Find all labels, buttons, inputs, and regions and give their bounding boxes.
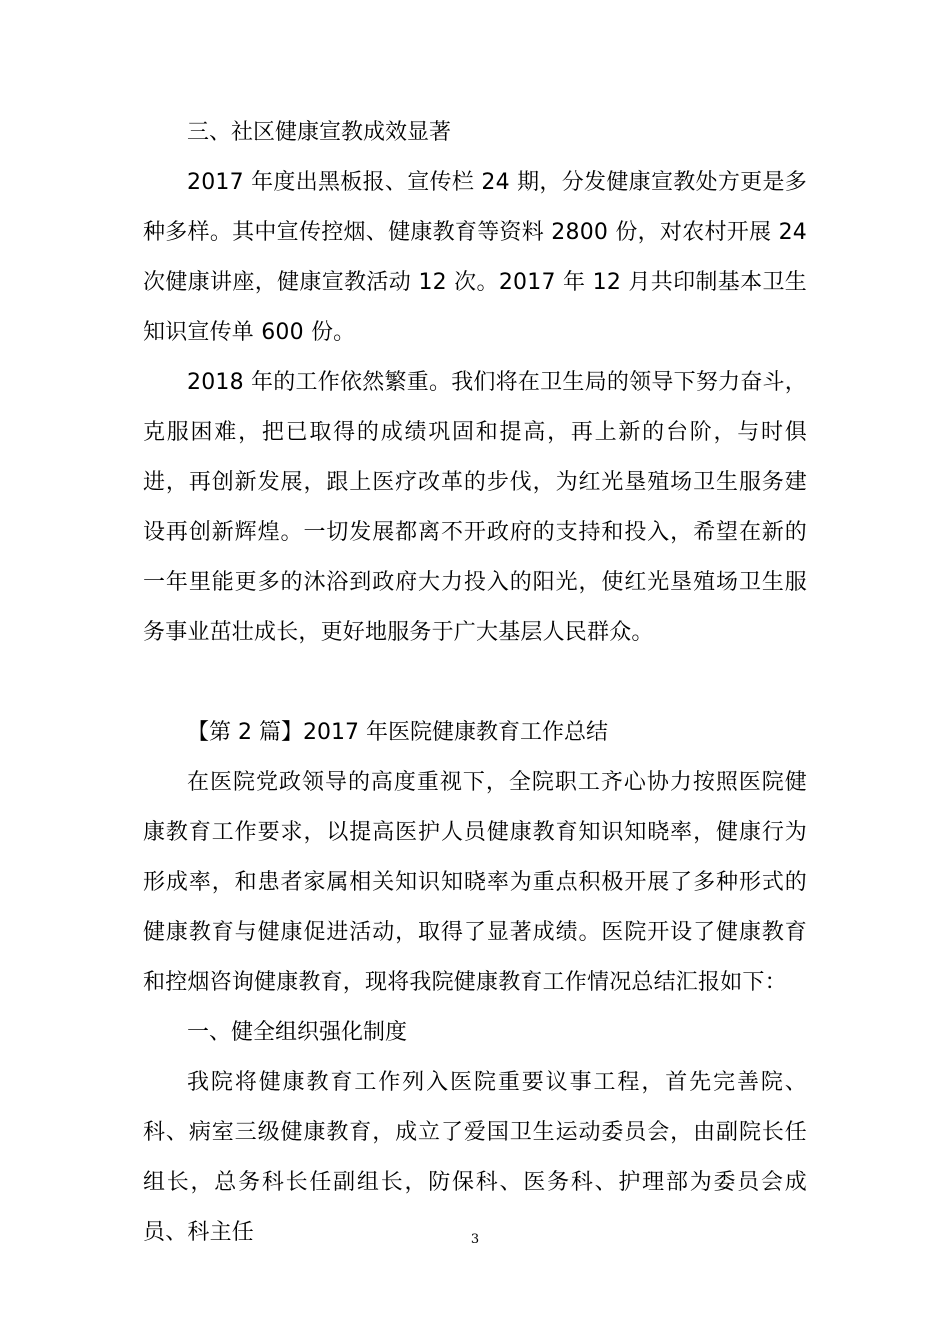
blank-line xyxy=(143,658,807,708)
page-number: 3 xyxy=(470,1232,480,1247)
section-heading: 一、健全组织强化制度 xyxy=(187,1020,408,1045)
paragraph: 2018 年的工作依然繁重。我们将在卫生局的领导下努力奋斗，克服困难，把已取得的成绩巩固和提高，再上新的台阶，与时俱进，再创新发展，跟上医疗改革的步伐，为红光垦殖场卫生服务建设再创新辉煌。一切发展都离不开政府的支持和投入，希望在新的一年里能更多的沐浴到政府大力投入的阳光，使红光垦殖场卫生服务事业茁壮成长，更好地服务于广大基层人民群众。 xyxy=(143,370,807,645)
document-body xyxy=(143,108,807,1258)
paragraph: 我院将健康教育工作列入医院重要议事工程，首先完善院、科、病室三级健康教育，成立了爱国卫生运动委员会，由副院长任组长，总务科长任副组长，防保科、医务科、护理部为委员会成员、科主任 xyxy=(143,1070,807,1245)
section-heading: 三、社区健康宣教成效显著 xyxy=(187,120,452,145)
article-title: 【第 2 篇】2017 年医院健康教育工作总结 xyxy=(187,720,608,745)
paragraph: 2017 年度出黑板报、宣传栏 24 期，分发健康宣教处方更是多种多样。其中宣传控烟、健康教育等资料 2800 份，对农村开展 24 次健康讲座，健康宣教活动 12 次。2017 年 12 月共印制基本卫生知识宣传单 600 份。 xyxy=(143,170,807,345)
paragraph: 在医院党政领导的高度重视下，全院职工齐心协力按照医院健康教育工作要求，以提高医护人员健康教育知识知晓率，健康行为形成率，和患者家属相关知识知晓率为重点积极开展了多种形式的健康教育与健康促进活动，取得了显著成绩。医院开设了健康教育和控烟咨询健康教育，现将我院健康教育工作情况总结汇报如下： xyxy=(143,770,807,995)
